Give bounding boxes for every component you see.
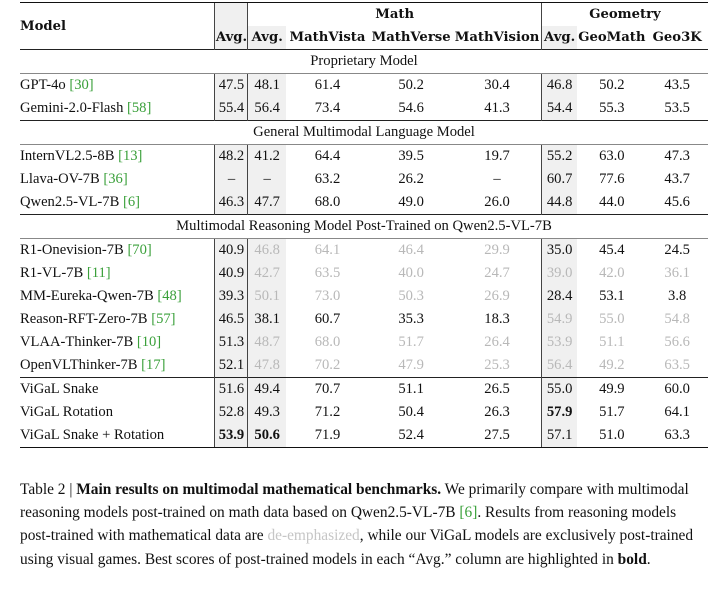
model-name-cell <box>20 74 215 98</box>
model-name-cell <box>20 239 215 263</box>
score-cell: – <box>215 168 248 191</box>
score-cell: 29.9 <box>453 239 541 263</box>
score-cell: 54.4 <box>541 97 577 121</box>
score-cell: 57.9 <box>541 401 577 424</box>
model-name: R1-VL-7B <box>20 265 87 281</box>
model-citation[interactable]: [17] <box>141 357 166 373</box>
score-cell: 26.3 <box>484 404 510 420</box>
score-cell: 26.5 <box>453 378 541 402</box>
score-cell: 48.2 <box>215 145 248 169</box>
score-cell: 53.9 <box>215 424 248 448</box>
score-cell: 55.4 <box>215 97 248 121</box>
score-cell: 26.0 <box>484 194 510 210</box>
score-cell: 46.3 <box>215 191 248 215</box>
score-cell: 52.1 <box>215 354 248 378</box>
score-cell: 63.2 <box>314 171 341 187</box>
score-cell: 52.4 <box>369 424 453 448</box>
results-table <box>20 2 708 448</box>
header-row-groups <box>20 3 708 27</box>
caption-text-4: . <box>646 550 651 568</box>
section-title: Proprietary Model <box>20 50 708 74</box>
score-cell: 28.4 <box>541 285 577 308</box>
model-citation[interactable]: [11] <box>86 265 111 281</box>
model-name: OpenVLThinker-7B <box>20 357 142 373</box>
header-geo3k: Geo3K <box>652 30 702 45</box>
header-math-avg: Avg. <box>248 26 286 50</box>
header-mathverse: MathVerse <box>371 30 451 45</box>
score-cell: 44.8 <box>541 191 577 215</box>
score-cell: 70.7 <box>286 378 369 402</box>
header-mathvista: MathVista <box>289 30 366 45</box>
score-cell: 43.5 <box>646 74 708 98</box>
score-cell: 63.5 <box>314 265 341 281</box>
score-cell: 51.3 <box>215 331 248 354</box>
score-cell: 77.6 <box>599 171 625 187</box>
score-cell: – <box>493 171 501 187</box>
score-cell: 25.3 <box>484 357 510 373</box>
score-cell: 48.7 <box>248 331 286 354</box>
header-geometry-group: Geometry <box>541 3 708 27</box>
score-cell: 57.1 <box>541 424 577 448</box>
score-cell: 47.8 <box>248 354 286 378</box>
caption-text-3: , while our ViGaL models are exclusively post-trained using visual games. Best scores of post-trained models in each “Avg.” column are highlighted in <box>20 527 694 568</box>
score-cell: 55.3 <box>599 100 625 116</box>
model-name-cell <box>20 168 215 191</box>
score-cell: 73.0 <box>314 288 341 304</box>
score-cell: 51.7 <box>398 334 424 350</box>
score-cell: 35.3 <box>398 311 424 327</box>
header-avg-spacer <box>215 3 248 27</box>
score-cell: 47.9 <box>398 357 424 373</box>
score-cell: 53.9 <box>541 331 577 354</box>
table-row <box>20 145 708 169</box>
score-cell: 46.8 <box>248 239 286 263</box>
section-title: Multimodal Reasoning Model Post-Trained on Qwen2.5-VL-7B <box>20 215 708 239</box>
score-cell: 53.1 <box>599 288 625 304</box>
score-cell: 54.9 <box>541 308 577 331</box>
score-cell: 49.3 <box>248 401 286 424</box>
score-cell: 27.5 <box>453 424 541 448</box>
score-cell: 39.0 <box>541 262 577 285</box>
header-model: Model <box>20 3 215 50</box>
table-row <box>20 424 708 448</box>
score-cell: 49.0 <box>398 194 424 210</box>
model-citation[interactable]: [30] <box>69 77 94 93</box>
model-citation[interactable]: [36] <box>103 171 128 187</box>
model-name-cell <box>20 354 215 378</box>
caption-title: Main results on multimodal mathematical benchmarks. <box>76 481 442 498</box>
score-cell: 40.9 <box>215 239 248 263</box>
score-cell: 64.1 <box>664 404 690 420</box>
score-cell: 50.1 <box>248 285 286 308</box>
table-row <box>20 401 708 424</box>
model-name-cell <box>20 262 215 285</box>
score-cell: 26.2 <box>398 171 424 187</box>
score-cell: – <box>248 168 286 191</box>
table-row <box>20 308 708 331</box>
table-row <box>20 74 708 98</box>
caption-label: Table 2 | <box>20 481 77 498</box>
score-cell: 46.4 <box>369 239 453 263</box>
score-cell: 64.4 <box>286 145 369 169</box>
score-cell: 71.9 <box>286 424 369 448</box>
score-cell: 54.8 <box>664 311 690 327</box>
model-name-cell <box>20 424 215 448</box>
table-row <box>20 97 708 121</box>
score-cell: 64.1 <box>286 239 369 263</box>
score-cell: 50.2 <box>577 74 646 98</box>
score-cell: 49.9 <box>577 378 646 402</box>
score-cell: 47.7 <box>248 191 286 215</box>
table-row <box>20 378 708 402</box>
model-name-cell <box>20 145 215 169</box>
model-name: ViGaL Rotation <box>20 404 114 420</box>
score-cell: 49.4 <box>248 378 286 402</box>
table-row <box>20 285 708 308</box>
score-cell: 36.1 <box>664 265 690 281</box>
caption-citation[interactable]: [6] <box>459 504 478 522</box>
model-citation[interactable]: [10] <box>136 334 162 350</box>
score-cell: 45.6 <box>664 194 690 210</box>
score-cell: 56.6 <box>664 334 690 350</box>
score-cell: 39.3 <box>215 285 248 308</box>
table-row <box>20 191 708 215</box>
model-name-cell <box>20 331 215 354</box>
score-cell: 63.0 <box>577 145 646 169</box>
table-caption <box>20 478 710 571</box>
score-cell: 50.4 <box>398 404 424 420</box>
score-cell: 39.5 <box>369 145 453 169</box>
section-title: General Multimodal Language Model <box>20 121 708 145</box>
table-row <box>20 239 708 263</box>
score-cell: 41.3 <box>484 100 510 116</box>
score-cell: 51.0 <box>577 424 646 448</box>
model-name: Qwen2.5-VL-7B <box>20 194 123 210</box>
section-header-row <box>20 215 708 239</box>
score-cell: 56.4 <box>541 354 577 378</box>
score-cell: 51.6 <box>215 378 248 402</box>
score-cell: 35.0 <box>541 239 577 263</box>
score-cell: 45.4 <box>577 239 646 263</box>
model-name-cell <box>20 97 215 121</box>
model-name-cell <box>20 401 215 424</box>
score-cell: 19.7 <box>453 145 541 169</box>
section-header-row <box>20 50 708 74</box>
score-cell: 68.0 <box>314 194 341 210</box>
model-name: InternVL2.5-8B <box>20 148 119 164</box>
score-cell: 42.7 <box>248 262 286 285</box>
score-cell: 26.4 <box>484 334 510 350</box>
table-row <box>20 168 708 191</box>
table-body <box>20 50 708 448</box>
model-citation[interactable]: [48] <box>157 288 182 304</box>
score-cell: 56.4 <box>248 97 286 121</box>
model-citation[interactable]: [70] <box>127 242 152 258</box>
score-cell: 3.8 <box>668 288 687 304</box>
score-cell: 46.8 <box>541 74 577 98</box>
score-cell: 63.3 <box>646 424 708 448</box>
header-avg: Avg. <box>215 26 248 50</box>
header-math-group: Math <box>248 3 541 27</box>
score-cell: 52.8 <box>215 401 248 424</box>
score-cell: 51.1 <box>599 334 625 350</box>
score-cell: 60.7 <box>541 168 577 191</box>
score-cell: 42.0 <box>599 265 625 281</box>
header-geo-avg: Avg. <box>541 26 577 50</box>
score-cell: 55.0 <box>541 378 577 402</box>
model-name: ViGaL Snake + Rotation <box>20 427 165 443</box>
score-cell: 60.7 <box>314 311 341 327</box>
score-cell: 61.4 <box>286 74 369 98</box>
score-cell: 70.2 <box>314 357 341 373</box>
header-mathvision: MathVision <box>454 30 540 45</box>
score-cell: 71.2 <box>314 404 341 420</box>
score-cell: 44.0 <box>599 194 625 210</box>
score-cell: 50.6 <box>248 424 286 448</box>
score-cell: 30.4 <box>453 74 541 98</box>
score-cell: 55.0 <box>599 311 625 327</box>
score-cell: 24.7 <box>484 265 510 281</box>
score-cell: 55.2 <box>541 145 577 169</box>
model-name: Llava-OV-7B <box>20 171 104 187</box>
model-name: ViGaL Snake <box>20 381 99 397</box>
caption-text-1: We primarily compare with multimodal reasoning models post-trained on math data based on Qwen2.5-VL-7B <box>20 481 689 522</box>
model-name: GPT-4o <box>20 77 70 93</box>
score-cell: 53.5 <box>664 100 690 116</box>
score-cell: 68.0 <box>314 334 341 350</box>
model-name: VLAA-Thinker-7B <box>20 334 137 350</box>
score-cell: 40.9 <box>215 262 248 285</box>
score-cell: 47.3 <box>646 145 708 169</box>
table-row <box>20 354 708 378</box>
table-row <box>20 331 708 354</box>
score-cell: 50.2 <box>369 74 453 98</box>
score-cell: 54.6 <box>398 100 424 116</box>
score-cell: 26.9 <box>484 288 510 304</box>
score-cell: 40.0 <box>398 265 424 281</box>
score-cell: 38.1 <box>248 308 286 331</box>
score-cell: 48.1 <box>248 74 286 98</box>
section-header-row <box>20 121 708 145</box>
score-cell: 60.0 <box>646 378 708 402</box>
score-cell: 24.5 <box>646 239 708 263</box>
model-name: MM-Eureka-Qwen-7B <box>20 288 158 304</box>
header-geomath: GeoMath <box>578 30 646 45</box>
score-cell: 41.2 <box>248 145 286 169</box>
model-name-cell <box>20 308 215 331</box>
score-cell: 63.5 <box>664 357 690 373</box>
model-citation[interactable]: [13] <box>118 148 143 164</box>
score-cell: 50.3 <box>398 288 424 304</box>
score-cell: 49.2 <box>599 357 625 373</box>
score-cell: 43.7 <box>664 171 690 187</box>
table-row <box>20 262 708 285</box>
model-name-cell <box>20 191 215 215</box>
caption-text-2: . Results from reasoning models post-trained with mathematical data are <box>20 504 677 545</box>
model-name-cell <box>20 285 215 308</box>
score-cell: 46.5 <box>215 308 248 331</box>
score-cell: 73.4 <box>314 100 341 116</box>
score-cell: 51.7 <box>599 404 625 420</box>
caption-bold-word: bold <box>617 550 647 568</box>
model-citation[interactable]: [58] <box>127 100 152 116</box>
score-cell: 47.5 <box>215 74 248 98</box>
model-name-cell <box>20 378 215 402</box>
model-citation[interactable]: [6] <box>122 194 140 210</box>
caption-deemphasized-word: de-emphasized <box>267 527 360 545</box>
model-citation[interactable]: [57] <box>151 311 176 327</box>
score-cell: 18.3 <box>484 311 510 327</box>
model-name: R1-Onevision-7B <box>20 242 128 258</box>
model-name: Reason-RFT-Zero-7B <box>20 311 152 327</box>
model-name: Gemini-2.0-Flash <box>20 100 128 116</box>
score-cell: 51.1 <box>369 378 453 402</box>
